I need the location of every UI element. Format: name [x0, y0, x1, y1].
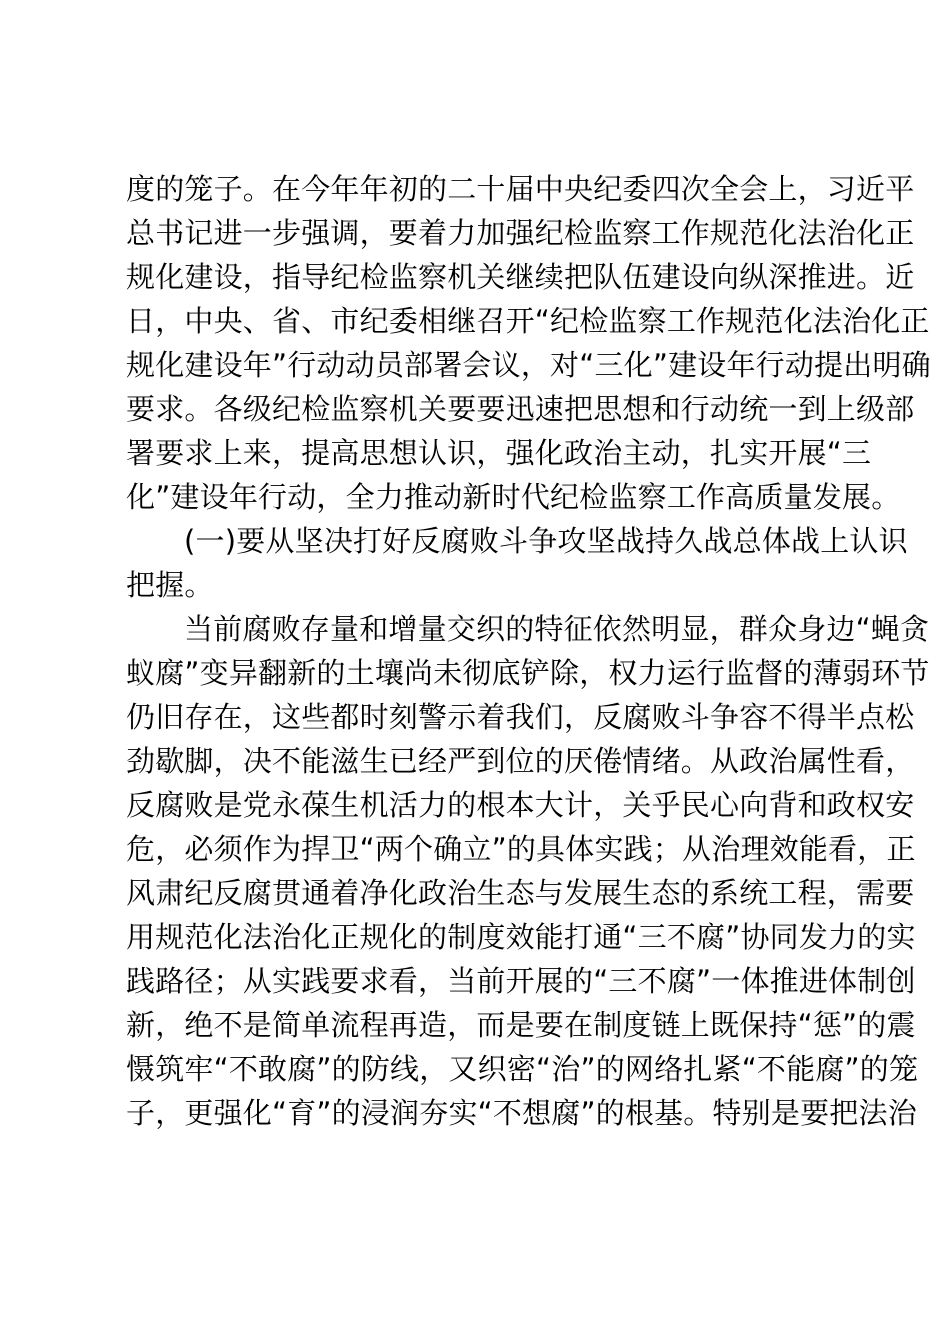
text-line: 规化建设，指导纪检监察机关继续把队伍建设向纵深推进。近 [126, 260, 915, 294]
section-heading-line: (一)要从坚决打好反腐败斗争攻坚战持久战总体战上认识 [184, 524, 908, 558]
text-line: 子，更强化“育”的浸润夯实“不想腐”的根基。特别是要把法治 [126, 1096, 917, 1130]
text-line: 反腐败是党永葆生机活力的根本大计，关乎民心向背和政权安 [126, 788, 915, 822]
text-line: 用规范化法治化正规化的制度效能打通“三不腐”协同发力的实 [126, 920, 916, 954]
text-line: 风肃纪反腐贯通着净化政治生态与发展生态的系统工程，需要 [126, 876, 915, 910]
text-line: 新，绝不是简单流程再造，而是要在制度链上既保持“惩”的震 [126, 1008, 916, 1042]
text-line: 蚁腐”变异翻新的土壤尚未彻底铲除，权力运行监督的薄弱环节 [126, 656, 930, 690]
text-line: 总书记进一步强调，要着力加强纪检监察工作规范化法治化正 [126, 216, 915, 250]
text-line: 当前腐败存量和增量交织的特征依然明显，群众身边“蝇贪 [184, 612, 930, 646]
text-line: 慑筑牢“不敢腐”的防线，又织密“治”的网络扎紧“不能腐”的笼 [126, 1052, 919, 1086]
text-line: 规化建设年”行动动员部署会议，对“三化”建设年行动提出明确 [126, 348, 931, 382]
text-line: 劲歇脚，决不能滋生已经严到位的厌倦情绪。从政治属性看， [126, 744, 915, 778]
text-line: 要求。各级纪检监察机关要要迅速把思想和行动统一到上级部 [126, 392, 915, 426]
text-line: 危，必须作为捍卫“两个确立”的具体实践；从治理效能看，正 [126, 832, 916, 866]
text-line: 仍旧存在，这些都时刻警示着我们，反腐败斗争容不得半点松 [126, 700, 915, 734]
text-line: 署要求上来，提高思想认识，强化政治主动，扎实开展“三 [126, 436, 872, 470]
text-line: 化”建设年行动，全力推动新时代纪检监察工作高质量发展。 [126, 480, 901, 514]
text-line: 日，中央、省、市纪委相继召开“纪检监察工作规范化法治化正 [126, 304, 930, 338]
text-line: 度的笼子。在今年年初的二十届中央纪委四次全会上，习近平 [126, 172, 915, 206]
section-heading-line: 把握。 [126, 568, 214, 602]
document-body [126, 167, 931, 1135]
text-line: 践路径；从实践要求看，当前开展的“三不腐”一体推进体制创 [126, 964, 916, 998]
